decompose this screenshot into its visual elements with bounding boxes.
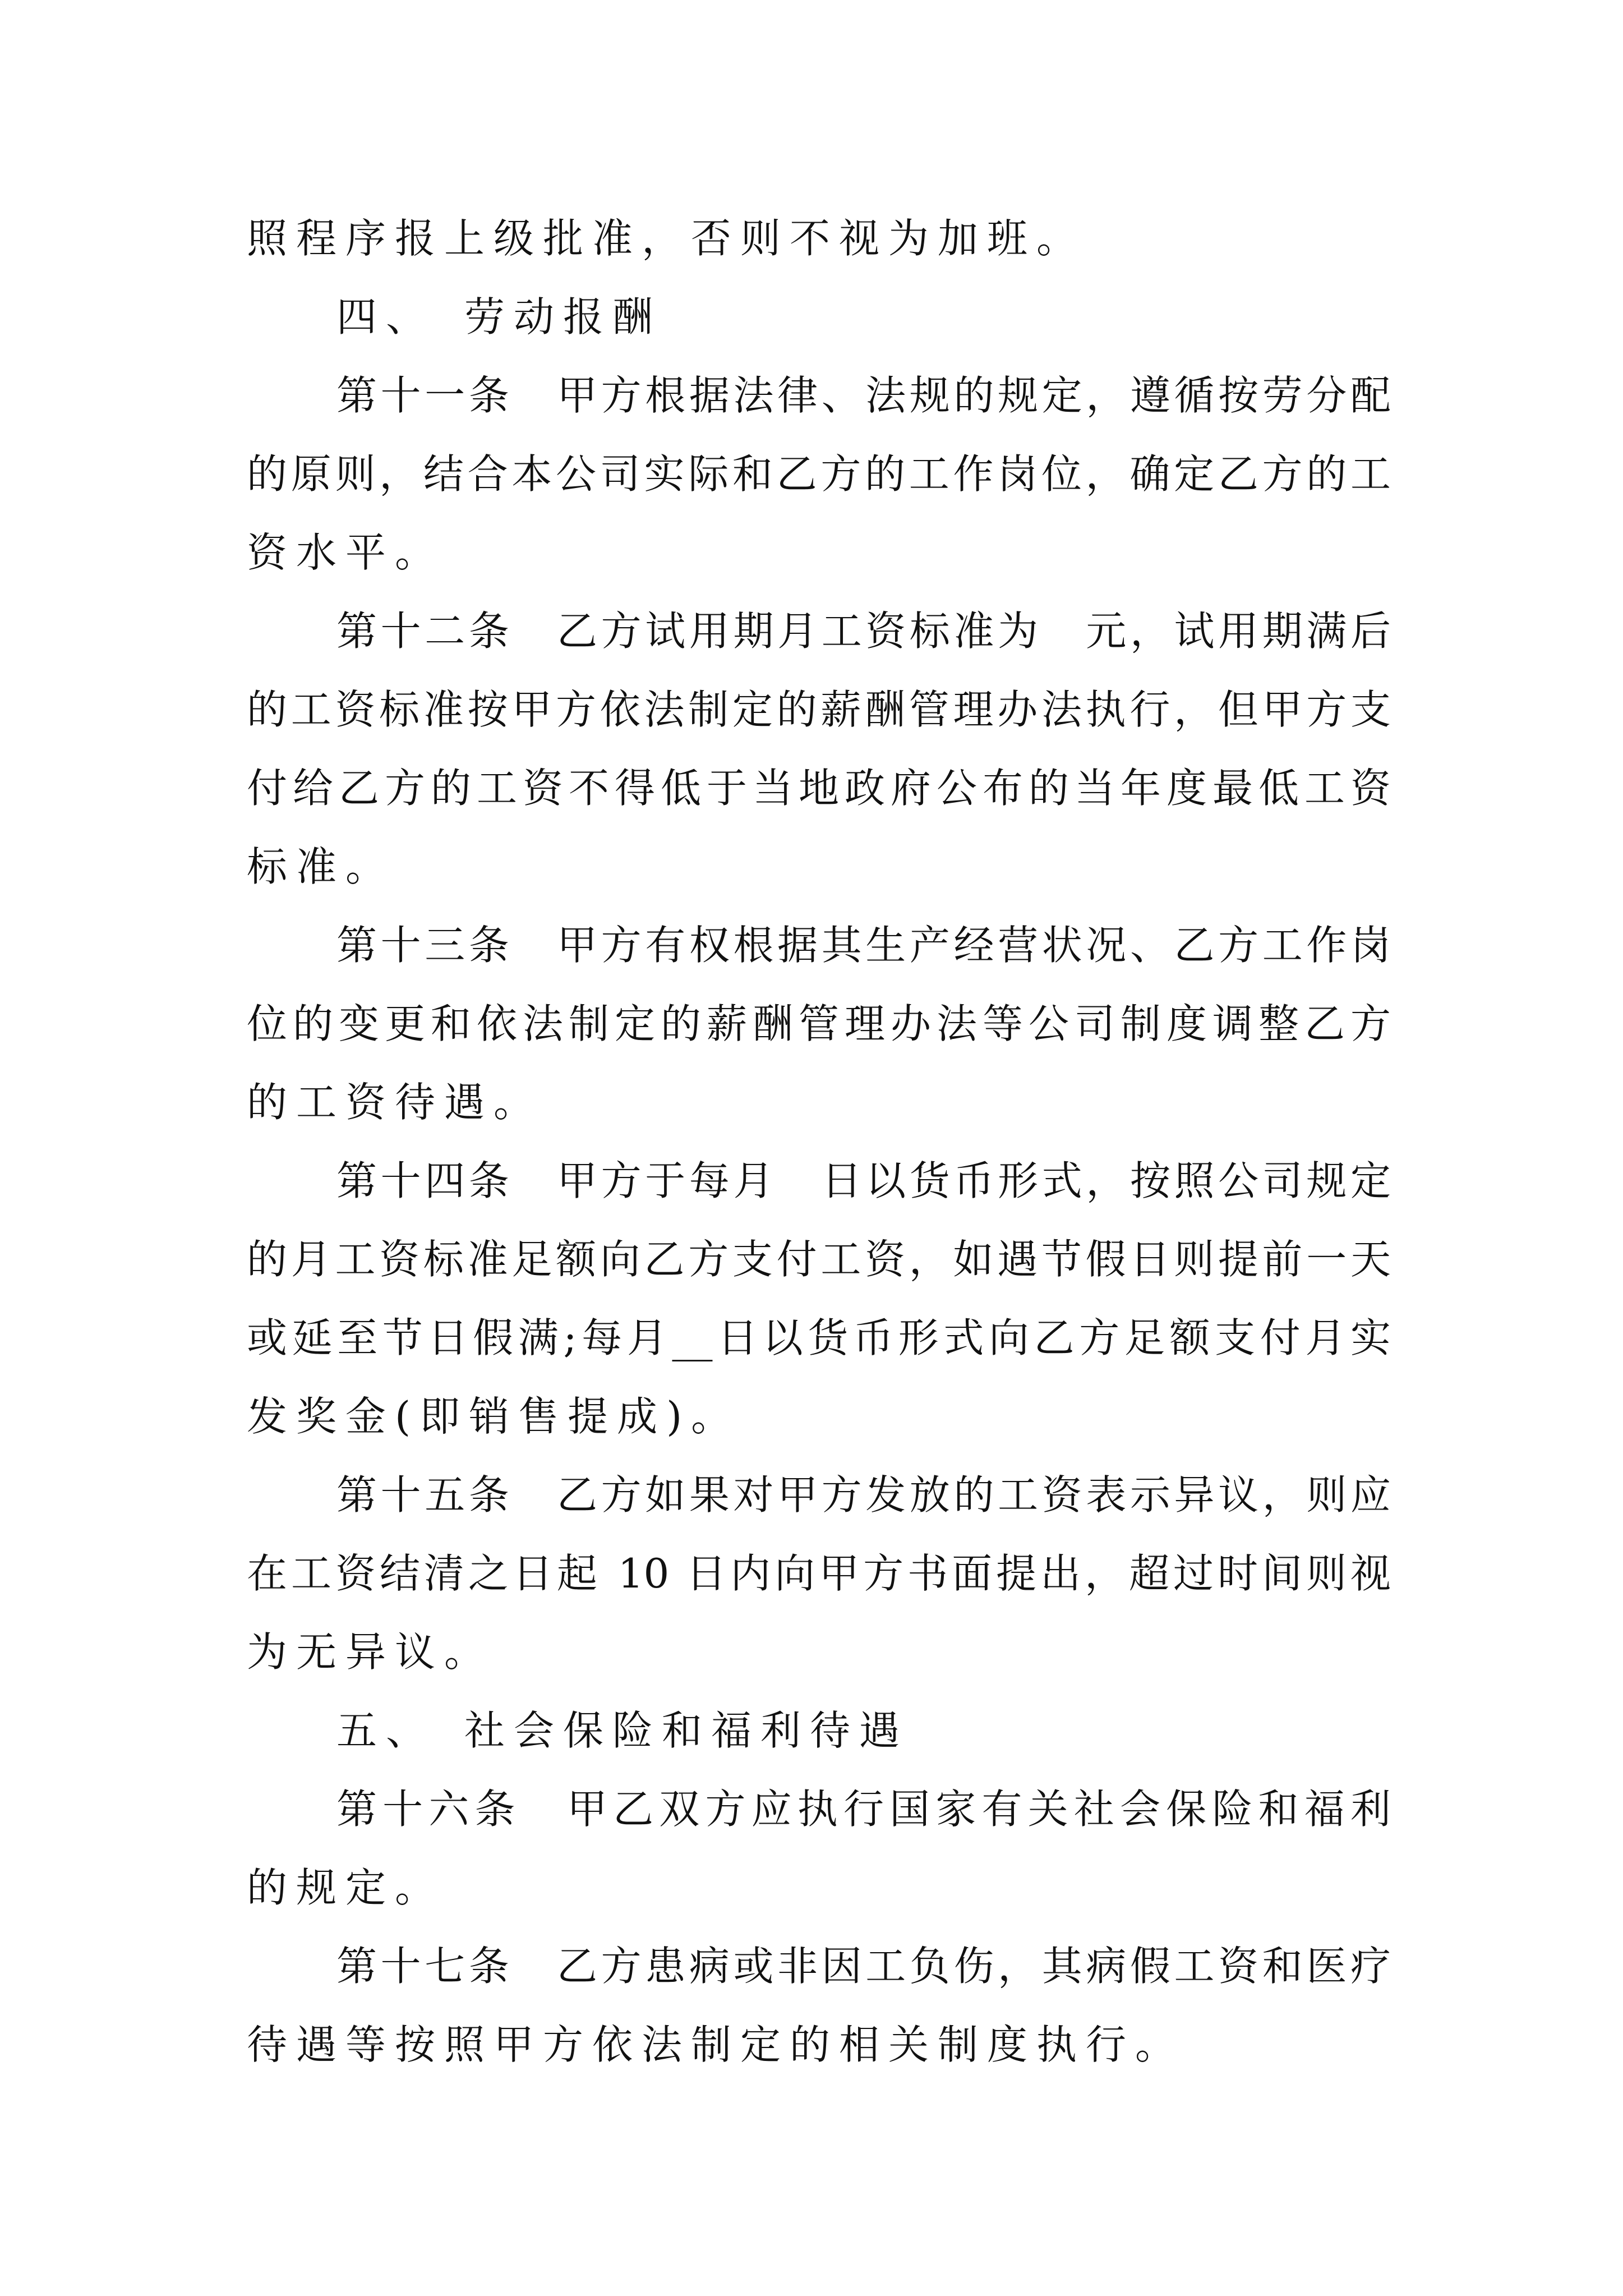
text-line: 的工资标准按甲方依法制定的薪酬管理办法执行，但甲方支	[247, 686, 1391, 733]
text-line: 资水平。	[247, 529, 445, 576]
section-heading: 五、 社会保险和福利待遇	[336, 1707, 909, 1754]
text-line: 待遇等按照甲方依法制定的相关制度执行。	[247, 2021, 1185, 2068]
text-line: 或延至节日假满;每月__日以货币形式向乙方足额支付月实	[247, 1314, 1391, 1361]
text-line: 第十二条 乙方试用期月工资标准为 元，试用期满后	[336, 608, 1391, 655]
text-line: 为无异议。	[247, 1628, 494, 1676]
text-line: 的月工资标准足额向乙方支付工资，如遇节假日则提前一天	[247, 1236, 1391, 1283]
text-line: 的原则，结合本公司实际和乙方的工作岗位，确定乙方的工	[247, 450, 1391, 498]
text-line: 第十七条 乙方患病或非因工负伤，其病假工资和医疗	[336, 1943, 1391, 1990]
text-line: 照程序报上级批准，否则不视为加班。	[247, 215, 1086, 262]
text-line: 标准。	[247, 843, 395, 890]
text-line: 的规定。	[247, 1864, 445, 1911]
section-heading: 四、 劳动报酬	[336, 293, 662, 341]
text-line: 在工资结清之日起 10 日内向甲方书面提出，超过时间则视	[247, 1550, 1391, 1597]
text-line: 的工资待遇。	[247, 1079, 543, 1126]
text-line: 第十三条 甲方有权根据其生产经营状况、乙方工作岗	[336, 922, 1391, 969]
text-line: 第十四条 甲方于每月 日以货币形式，按照公司规定	[336, 1157, 1391, 1204]
text-line: 付给乙方的工资不得低于当地政府公布的当年度最低工资	[247, 765, 1391, 812]
text-line: 第十六条 甲乙双方应执行国家有关社会保险和福利	[336, 1786, 1391, 1833]
text-line: 发奖金(即销售提成)。	[247, 1393, 741, 1440]
text-line: 第十五条 乙方如果对甲方发放的工资表示异议，则应	[336, 1471, 1391, 1519]
text-line: 第十一条 甲方根据法律、法规的规定，遵循按劳分配	[336, 372, 1391, 419]
text-line: 位的变更和依法制定的薪酬管理办法等公司制度调整乙方	[247, 1000, 1391, 1047]
